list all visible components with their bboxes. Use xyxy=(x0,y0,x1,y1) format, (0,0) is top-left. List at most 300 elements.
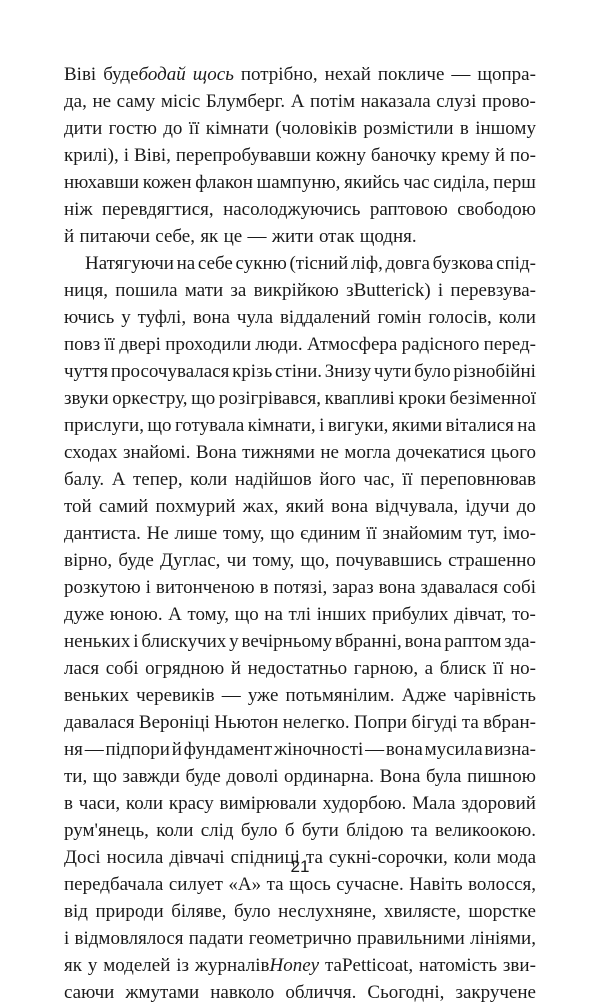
word: й xyxy=(494,145,505,166)
word: почувавшись xyxy=(335,550,442,571)
text-line xyxy=(64,466,536,493)
word: — xyxy=(365,739,385,760)
word: знайомим xyxy=(382,523,463,544)
word: Віві xyxy=(64,64,97,85)
word: чула xyxy=(236,307,274,328)
word: час, xyxy=(363,469,395,490)
word: тепер, xyxy=(133,469,183,490)
word: і xyxy=(437,280,444,301)
word: потім xyxy=(310,91,356,112)
word: неньких xyxy=(64,631,131,652)
word: А xyxy=(111,469,126,490)
word: спід- xyxy=(496,253,536,274)
word: це xyxy=(223,226,243,247)
word: розігрівався, xyxy=(218,388,322,409)
word: в xyxy=(64,793,73,814)
word: бігуді xyxy=(411,712,458,733)
word: щопра- xyxy=(477,64,536,85)
word: як xyxy=(64,955,82,976)
word: визна- xyxy=(484,739,536,760)
word: кожен xyxy=(142,172,192,193)
word: різнобійні xyxy=(453,361,536,382)
word: й xyxy=(171,739,182,760)
word: і xyxy=(133,631,139,652)
word: раптовою xyxy=(369,199,448,220)
word: перш xyxy=(493,172,536,193)
word: блиск xyxy=(439,658,487,679)
word: балу. xyxy=(64,469,105,490)
text-line xyxy=(64,709,536,736)
word: зда- xyxy=(504,631,536,652)
word: потьмянілим. xyxy=(285,685,395,706)
word: довга xyxy=(385,253,430,274)
word: ідучи xyxy=(465,496,510,517)
word: буде xyxy=(118,550,154,571)
word: цього xyxy=(490,442,536,463)
word: іншому xyxy=(475,118,536,139)
word: геометрично xyxy=(248,928,352,949)
word: отак xyxy=(318,226,355,247)
word: в xyxy=(459,118,469,139)
word: коли xyxy=(156,820,194,841)
word: єдиним xyxy=(300,523,361,544)
word: крізь xyxy=(232,361,273,382)
word: великоокою. xyxy=(435,820,536,841)
word: оркестру, xyxy=(112,388,188,409)
text-line xyxy=(64,763,536,790)
text-line xyxy=(64,196,536,223)
word: ниця, xyxy=(64,280,108,301)
text-line xyxy=(64,952,536,979)
word: мусила xyxy=(424,739,483,760)
word: юною. xyxy=(109,604,163,625)
word: вірно, xyxy=(64,550,113,571)
word: гомін xyxy=(377,307,422,328)
word: викрійкою xyxy=(253,280,339,301)
word: да, xyxy=(64,91,87,112)
word: крему xyxy=(441,145,490,166)
text-line xyxy=(64,250,536,277)
word: силует xyxy=(168,874,223,895)
word: щось xyxy=(192,64,234,85)
word: раптом xyxy=(444,631,502,652)
word: насолоджуючись xyxy=(223,199,361,220)
text-line xyxy=(64,88,536,115)
word: зButterick) xyxy=(346,280,431,301)
word: радісного xyxy=(401,334,480,355)
word: покличе xyxy=(377,64,445,85)
word: гостю xyxy=(108,118,157,139)
word: і xyxy=(123,145,129,166)
word: кроки xyxy=(398,388,446,409)
word: зви- xyxy=(502,955,536,976)
word: здоровий xyxy=(461,793,536,814)
text-line xyxy=(64,277,536,304)
word: голосів, xyxy=(428,307,492,328)
word: Мала xyxy=(412,793,456,814)
word: — xyxy=(247,226,267,247)
word: підпори xyxy=(105,739,170,760)
word: і xyxy=(64,928,70,949)
word: чи xyxy=(226,550,247,571)
word: Вероніці xyxy=(138,712,210,733)
word: вона xyxy=(404,631,442,652)
word: А xyxy=(168,604,182,625)
word: могла xyxy=(344,442,391,463)
word: лася xyxy=(64,658,100,679)
word: щось xyxy=(289,874,331,895)
word: вбранні, xyxy=(335,631,402,652)
word: нелегко. xyxy=(282,712,350,733)
word: жіночності xyxy=(274,739,364,760)
word: у xyxy=(229,631,239,652)
word: нюхавши xyxy=(64,172,140,193)
word: який xyxy=(285,496,325,517)
word: рум'янець, xyxy=(64,820,149,841)
word: шампуню, xyxy=(256,172,341,193)
word: та xyxy=(410,820,428,841)
word: було xyxy=(234,901,271,922)
word: вона xyxy=(331,496,369,517)
word: розмістили xyxy=(363,118,454,139)
word: Віві, xyxy=(133,145,171,166)
text-line xyxy=(64,61,536,88)
word: — xyxy=(451,64,471,85)
page-number: 21 xyxy=(290,857,310,876)
word: а xyxy=(424,658,434,679)
text-line xyxy=(64,304,536,331)
word: сиділа, xyxy=(433,172,490,193)
word: сукню xyxy=(235,253,287,274)
word: на xyxy=(517,415,536,436)
word: із xyxy=(176,955,190,976)
word: його xyxy=(319,469,356,490)
word: відчувала, xyxy=(375,496,459,517)
word: таPetticoat, xyxy=(324,955,414,976)
word: Сьогодні, xyxy=(367,982,445,1003)
word: баночку xyxy=(370,145,437,166)
word: страшенно xyxy=(448,550,536,571)
word: худорбою. xyxy=(322,793,407,814)
word: готувала xyxy=(174,415,245,436)
word: Адже xyxy=(401,685,447,706)
text-line xyxy=(64,412,536,439)
word: хвилясте, xyxy=(384,901,461,922)
word: відмовлялося xyxy=(74,928,184,949)
word: інших xyxy=(316,604,367,625)
word: її xyxy=(402,469,413,490)
word: мода xyxy=(496,847,536,868)
word: ти, xyxy=(64,766,88,787)
word: на xyxy=(176,253,196,274)
word: питаючи xyxy=(79,226,150,247)
word: не xyxy=(320,442,339,463)
word: Досі xyxy=(64,847,101,868)
text-line xyxy=(64,655,536,682)
word: коли xyxy=(125,793,164,814)
word: дочекатися xyxy=(396,442,486,463)
word: шорстке xyxy=(468,901,536,922)
text-line xyxy=(64,628,536,655)
word: давалася xyxy=(64,712,135,733)
word: бути xyxy=(301,820,339,841)
word: як xyxy=(200,226,219,247)
word: тлі xyxy=(288,604,312,625)
word: що xyxy=(92,766,117,787)
word: сукні-сорочки, xyxy=(328,847,448,868)
word: двері xyxy=(119,334,161,355)
word: було xyxy=(414,361,451,382)
word: Не xyxy=(146,523,169,544)
word: жмутами xyxy=(125,982,200,1003)
word: було xyxy=(240,820,278,841)
word: не xyxy=(92,91,112,112)
word: передбачала xyxy=(64,874,164,895)
text-line xyxy=(64,331,536,358)
word: чути xyxy=(373,361,412,382)
word: неслухняне, xyxy=(278,901,377,922)
word: надійшов xyxy=(234,469,312,490)
text-line xyxy=(64,979,536,1006)
word: то- xyxy=(511,604,536,625)
word: фундамент xyxy=(183,739,273,760)
word: похмурий xyxy=(155,496,236,517)
word: в xyxy=(259,577,269,598)
word: проходили xyxy=(165,334,252,355)
word: сучасне. xyxy=(336,874,404,895)
word: повз xyxy=(64,334,101,355)
word: що xyxy=(191,388,216,409)
word: дантиста. xyxy=(64,523,141,544)
word: люди. xyxy=(255,334,303,355)
word: — xyxy=(221,685,241,706)
text-line xyxy=(64,547,536,574)
word: якийсь xyxy=(344,172,400,193)
word: пошила xyxy=(115,280,178,301)
word: крилі), xyxy=(64,145,119,166)
text-line xyxy=(64,493,536,520)
text-line xyxy=(64,385,536,412)
word: собі xyxy=(503,577,536,598)
word: прислуги, xyxy=(64,415,144,436)
word: тижнями xyxy=(242,442,315,463)
word: віддалений xyxy=(279,307,371,328)
word: огрядною xyxy=(145,658,225,679)
word: коли xyxy=(190,469,228,490)
word: потрібно, xyxy=(240,64,318,85)
word: від xyxy=(64,901,88,922)
text-line xyxy=(64,736,536,763)
word: дівчат, xyxy=(454,604,507,625)
word: квапливі xyxy=(324,388,395,409)
word: «А» xyxy=(228,874,262,895)
text-line xyxy=(64,790,536,817)
word: сходах xyxy=(64,442,118,463)
word: у xyxy=(121,307,131,328)
text-line xyxy=(64,358,536,385)
word: вигуки, xyxy=(327,415,389,436)
word: імо- xyxy=(502,523,536,544)
word: по- xyxy=(509,145,536,166)
text-line xyxy=(64,925,536,952)
word: її xyxy=(104,334,115,355)
word: ючись xyxy=(64,307,115,328)
word: натомість xyxy=(419,955,498,976)
word: себе xyxy=(197,253,233,274)
word: блідою xyxy=(346,820,404,841)
word: черевиків xyxy=(136,685,215,706)
word: собі xyxy=(105,658,139,679)
word: буде xyxy=(185,766,221,787)
word: блискучих xyxy=(141,631,227,652)
word: Натягуючи xyxy=(85,253,174,274)
word: прово- xyxy=(482,91,536,112)
word: щодня. xyxy=(359,226,417,247)
word: прибулих xyxy=(371,604,449,625)
word: до xyxy=(163,118,183,139)
word: просочувалася xyxy=(110,361,230,382)
word: слузі xyxy=(436,91,477,112)
word: у xyxy=(87,955,98,976)
word: волосся, xyxy=(468,874,536,895)
word: той xyxy=(64,496,92,517)
word: саючи xyxy=(64,982,115,1003)
word: нехай xyxy=(324,64,371,85)
word: звуки xyxy=(64,388,109,409)
word: вона xyxy=(378,577,416,598)
word: перед- xyxy=(483,334,536,355)
word: віталися xyxy=(445,415,514,436)
word: Знизу xyxy=(324,361,372,382)
word: що xyxy=(147,415,172,436)
word: коли xyxy=(453,847,491,868)
word: бузкова xyxy=(432,253,494,274)
word: красу xyxy=(168,793,214,814)
word: обличчя. xyxy=(285,982,357,1003)
word: безіменної xyxy=(449,388,536,409)
word: потязі, xyxy=(273,577,328,598)
word: Попри xyxy=(353,712,408,733)
word: перевдягтися, xyxy=(102,199,214,220)
word: самий xyxy=(98,496,149,517)
word: ніж xyxy=(64,199,93,220)
word: її xyxy=(366,523,377,544)
word: та xyxy=(305,847,323,868)
text-line xyxy=(64,169,536,196)
word: коли xyxy=(498,307,536,328)
word: і xyxy=(319,415,325,436)
word: флакон xyxy=(195,172,253,193)
word: вимірювали xyxy=(219,793,317,814)
word: якими xyxy=(391,415,443,436)
word: падати xyxy=(188,928,244,949)
word: закручене xyxy=(455,982,536,1003)
word: (тісний xyxy=(289,253,349,274)
word: знайомі. xyxy=(122,442,191,463)
word: веньких xyxy=(64,685,130,706)
word: її xyxy=(188,118,200,139)
word: свободою xyxy=(457,199,536,220)
word: саму xyxy=(116,91,156,112)
word: стіни. xyxy=(274,361,323,382)
word: зараз xyxy=(332,577,374,598)
word: тому, xyxy=(222,523,265,544)
word: дівчачі xyxy=(169,847,225,868)
word: чуття xyxy=(64,361,109,382)
word: уже xyxy=(247,685,279,706)
word: дити xyxy=(64,118,103,139)
word: жити xyxy=(271,226,314,247)
word: переповнював xyxy=(420,469,536,490)
word: кімнати xyxy=(205,118,269,139)
word: перевзува- xyxy=(450,280,536,301)
word: доволі xyxy=(226,766,279,787)
word: вона xyxy=(193,307,230,328)
word: ліф, xyxy=(351,253,383,274)
word: журналівHoney xyxy=(194,955,320,976)
word: її xyxy=(492,658,504,679)
word: була xyxy=(425,766,462,787)
word: кімнати, xyxy=(247,415,316,436)
word: вбран- xyxy=(483,712,536,733)
word: ординарна. xyxy=(283,766,375,787)
text-line xyxy=(64,898,536,925)
word: Атмосфера xyxy=(306,334,398,355)
text-line xyxy=(64,520,536,547)
word: на xyxy=(264,604,283,625)
word: й xyxy=(64,226,75,247)
word: що xyxy=(270,523,295,544)
word: А xyxy=(290,91,305,112)
word: природи xyxy=(95,901,164,922)
word: б xyxy=(284,820,295,841)
word: (чоловіків xyxy=(275,118,358,139)
text-line xyxy=(64,115,536,142)
word: — xyxy=(84,739,104,760)
word: здавалася xyxy=(420,577,499,598)
word: моделей xyxy=(103,955,171,976)
word: спідниці xyxy=(230,847,300,868)
word: дуже xyxy=(64,604,105,625)
word: за xyxy=(230,280,247,301)
word: що xyxy=(234,604,259,625)
word: та xyxy=(266,874,284,895)
word: жах, xyxy=(242,496,279,517)
word: вона xyxy=(385,739,423,760)
word: себе, xyxy=(155,226,195,247)
word: но- xyxy=(509,658,536,679)
text-line xyxy=(64,223,536,250)
word: тому, xyxy=(187,604,230,625)
word: та xyxy=(461,712,479,733)
word: місіс xyxy=(160,91,201,112)
word: будебодай xyxy=(103,64,186,85)
word: і xyxy=(145,577,151,598)
word: носила xyxy=(106,847,164,868)
word: вечірньому xyxy=(241,631,333,652)
word: тому, xyxy=(252,550,295,571)
word: розкутою xyxy=(64,577,141,598)
word: недостатньо xyxy=(247,658,348,679)
word: кожну xyxy=(315,145,366,166)
word: тут, xyxy=(467,523,498,544)
word: лініями, xyxy=(470,928,536,949)
word: мати xyxy=(184,280,224,301)
word: до xyxy=(516,496,536,517)
word: Навіть xyxy=(409,874,463,895)
word: витонченою xyxy=(155,577,255,598)
word: туфлі, xyxy=(137,307,187,328)
